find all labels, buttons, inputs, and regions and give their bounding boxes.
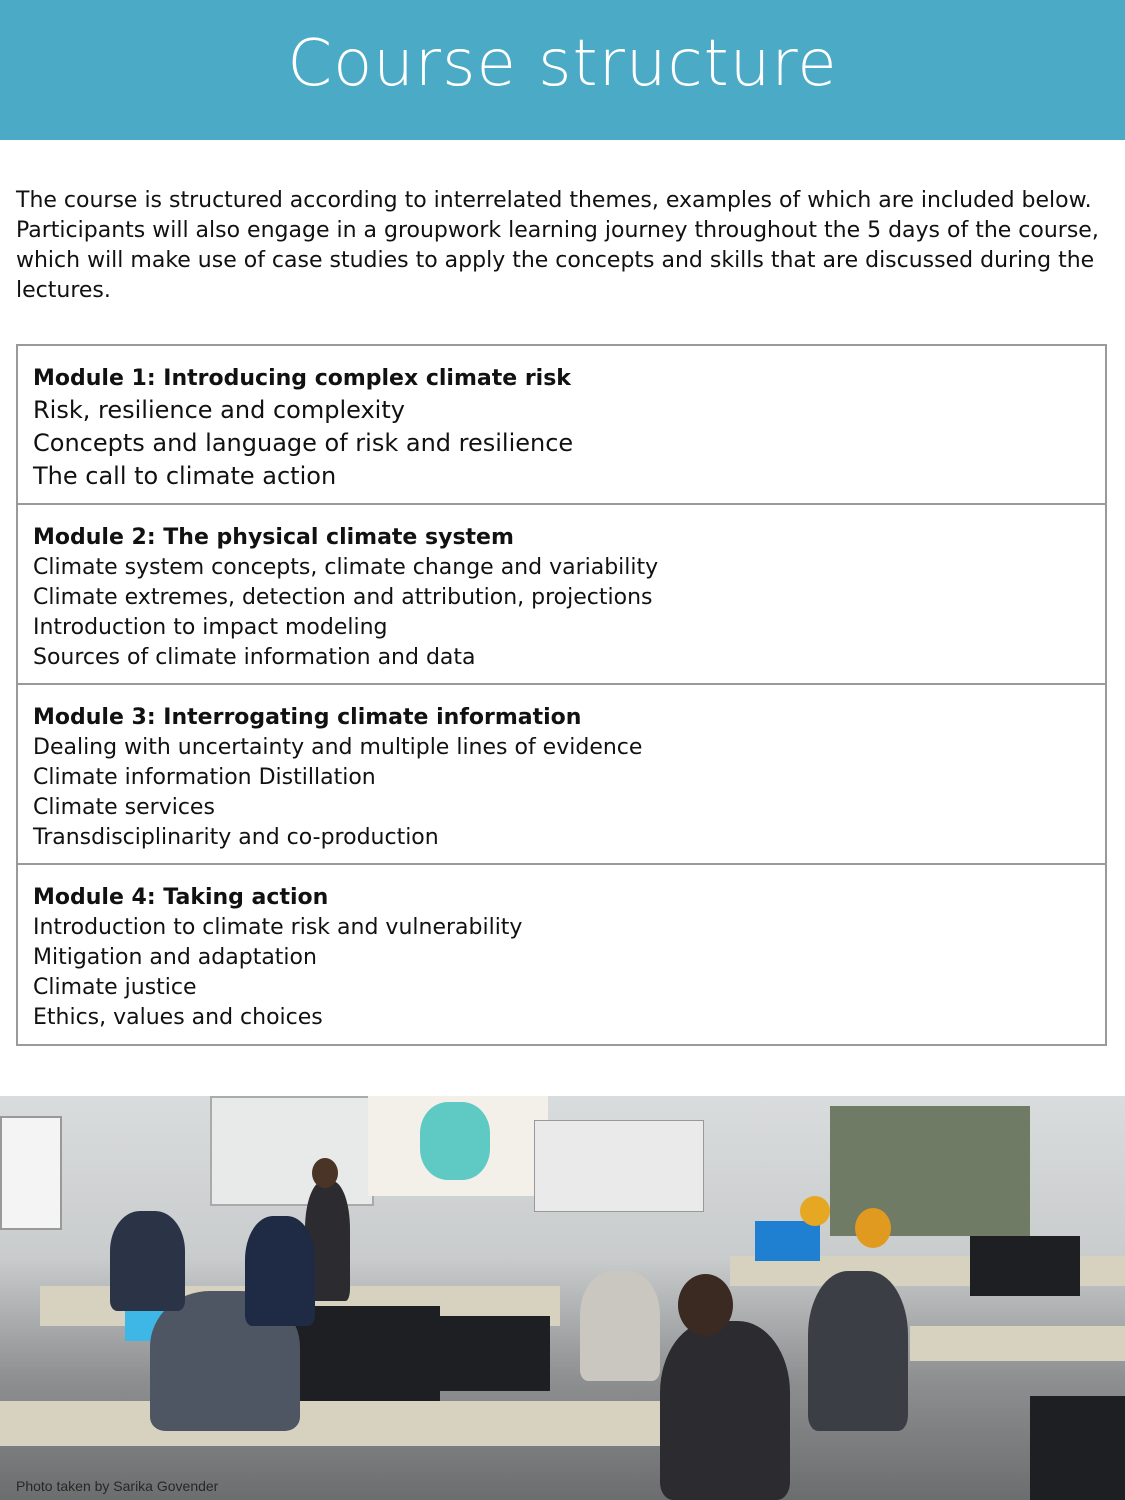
module-3 [18,685,1105,865]
module-4 [18,865,1105,1044]
module-item: The call to climate action [33,462,337,490]
module-2 [18,505,1105,685]
participant-headwrap [855,1208,891,1248]
module-item: Climate system concepts, climate change and variability [33,555,659,580]
page-title: Course structure [287,27,838,101]
module-item: Concepts and language of risk and resilience [33,429,574,457]
participant [808,1271,908,1431]
participant-headwrap [800,1196,830,1226]
photo-credit: Photo taken by Sarika Govender [16,1478,219,1494]
module-item: Ethics, values and choices [33,1005,323,1030]
modules-table [16,344,1107,1046]
participant [110,1211,185,1311]
module-1 [18,346,1105,505]
module-item: Transdisciplinarity and co-production [33,825,439,850]
module-item: Risk, resilience and complexity [33,396,405,424]
whiteboard [0,1116,62,1230]
intro-paragraph: The course is structured according to interrelated themes, examples of which are included below. Participants will also engage in a groupwork learning journey throughout the 5 days of the course, which will make use of case studies to apply the concepts and skills that are discussed during the lectures. [16,188,1099,303]
projected-diagram [420,1102,490,1180]
participant [660,1321,790,1500]
classroom-photo [0,1096,1125,1500]
computer-monitor [1030,1396,1125,1500]
module-item: Sources of climate information and data [33,645,476,670]
module-item: Mitigation and adaptation [33,945,317,970]
module-title: Module 3: Interrogating climate information [33,705,582,730]
computer-monitor [755,1221,820,1261]
module-title: Module 4: Taking action [33,885,329,910]
participant [580,1271,660,1381]
module-item: Introduction to climate risk and vulnerability [33,915,523,940]
module-item: Dealing with uncertainty and multiple lines of evidence [33,735,643,760]
module-item: Climate information Distillation [33,765,376,790]
desk [910,1326,1125,1361]
module-item: Climate justice [33,975,197,1000]
computer-monitor [440,1316,550,1391]
header-banner [0,0,1125,140]
projection-wall [210,1096,374,1206]
module-title: Module 2: The physical climate system [33,525,514,550]
presenter-head [312,1158,338,1188]
computer-monitor [970,1236,1080,1296]
module-title: Module 1: Introducing complex climate risk [33,366,571,391]
module-item: Climate services [33,795,215,820]
participant [245,1216,315,1326]
module-item: Climate extremes, detection and attribution, projections [33,585,653,610]
desk [0,1401,700,1446]
participant-head [678,1274,733,1336]
whiteboard [534,1120,704,1212]
module-item: Introduction to impact modeling [33,615,388,640]
